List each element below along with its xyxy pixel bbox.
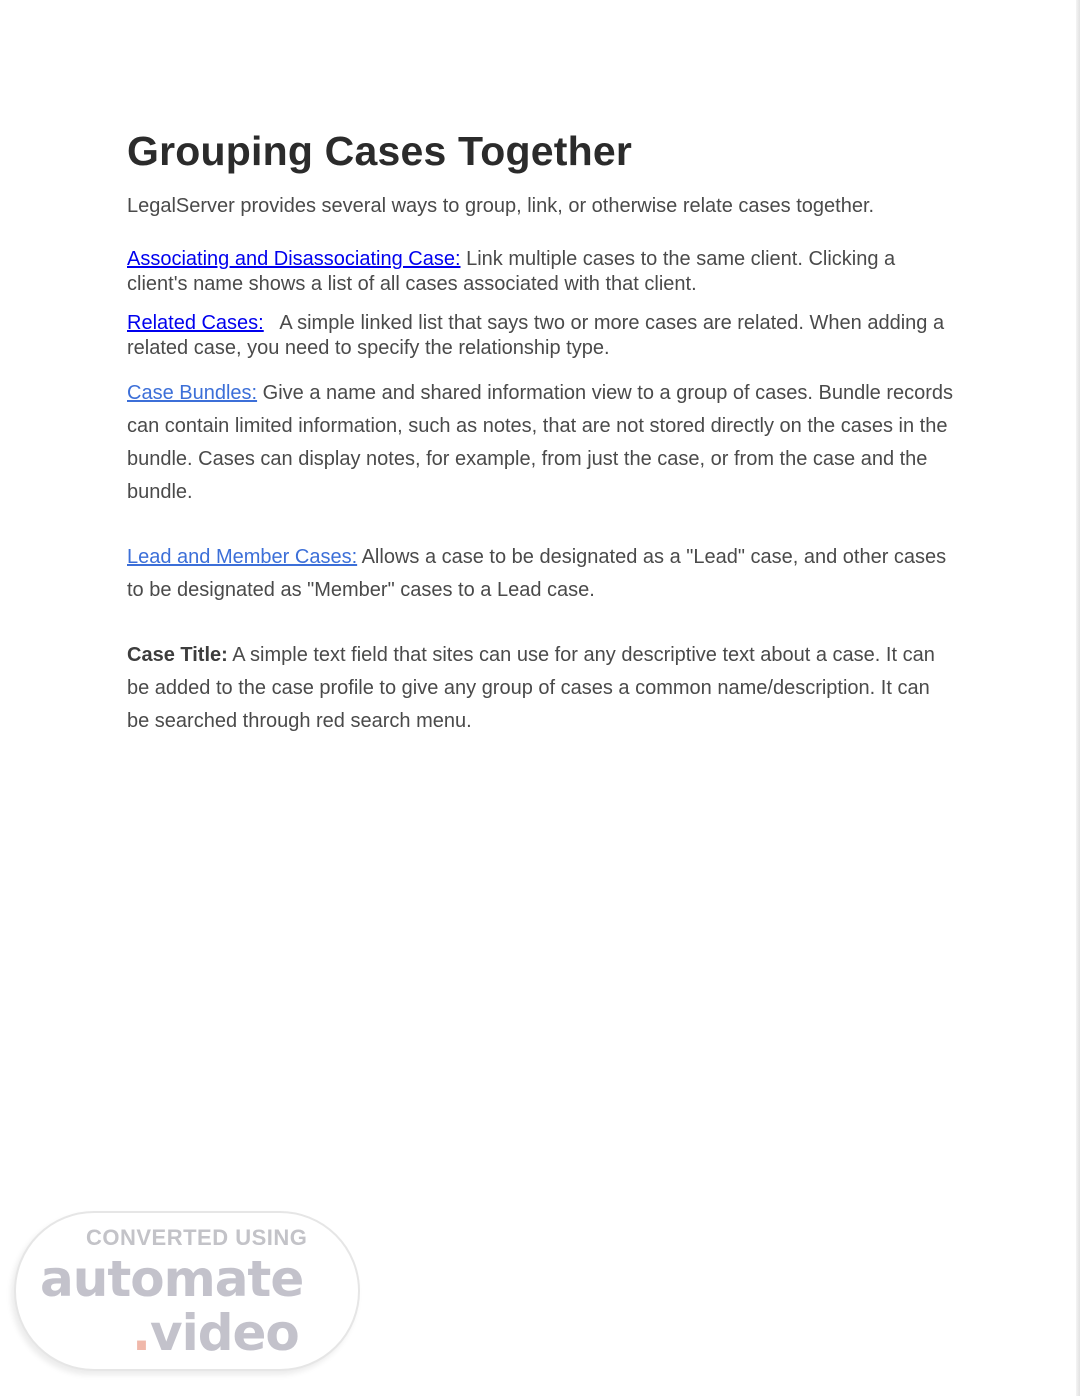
- page-title: Grouping Cases Together: [127, 128, 633, 174]
- page-edge: [1076, 0, 1080, 1396]
- watermark-dot: .: [132, 1304, 150, 1362]
- lead-member-text: Allows a case to be designated as a "Lead" case, and other cases to be designated as "Member" cases to a Lead case.: [127, 546, 947, 601]
- section-related: [127, 311, 957, 361]
- watermark-badge: [14, 1211, 360, 1371]
- watermark-converted-label: CONVERTED USING: [86, 1225, 308, 1250]
- case-bundles-link[interactable]: Case Bundles:: [127, 382, 258, 404]
- associating-link[interactable]: Associating and Disassociating Case:: [127, 248, 461, 270]
- section-associating: [127, 247, 957, 297]
- case-title-label: Case Title:: [127, 644, 228, 666]
- section-case-title: [127, 639, 957, 738]
- case-bundles-text: Give a name and shared information view to a group of cases. Bundle records can contain limited information, such as notes, that are not stored directly on the cases in the bundle. Cases can display notes, for example, from just the case, or from the case and the bundle.: [127, 382, 954, 503]
- related-cases-text: A simple linked list that says two or more cases are related. When adding a related case, you need to specify the relationship type.: [127, 312, 950, 359]
- associating-text: Link multiple cases to the same client. Clicking a client's name shows a list of all cases associated with that client.: [127, 248, 896, 295]
- lead-member-link[interactable]: Lead and Member Cases:: [127, 546, 358, 568]
- section-case-bundles: [127, 377, 957, 509]
- document-page: [127, 124, 957, 738]
- watermark-video-label: [132, 1305, 299, 1361]
- watermark-video-text: video: [150, 1304, 299, 1362]
- watermark-automate-label: automate: [40, 1250, 304, 1308]
- case-title-text: A simple text field that sites can use for any descriptive text about a case. It can be added to the case profile to give any group of cases a common name/description. It can be searched through red search menu.: [127, 644, 935, 732]
- intro-paragraph: LegalServer provides several ways to group, link, or otherwise relate cases together.: [127, 195, 875, 217]
- related-cases-link[interactable]: Related Cases:: [127, 312, 264, 334]
- section-lead-member: [127, 541, 957, 607]
